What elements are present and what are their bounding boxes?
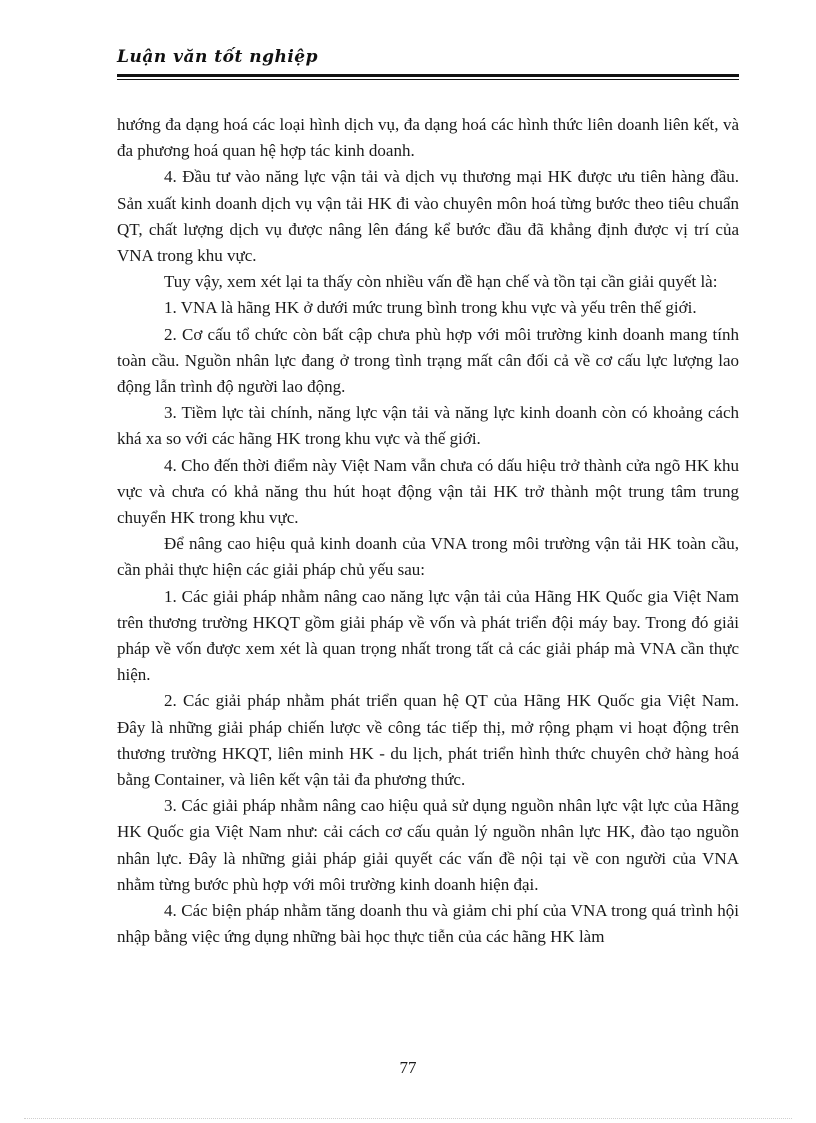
- paragraph: Tuy vậy, xem xét lại ta thấy còn nhiều vấn đề hạn chế và tồn tại cần giải quyết là:: [164, 272, 718, 292]
- paragraph: hướng đa dạng hoá các loại hình dịch vụ, đa dạng hoá các hình thức liên doanh liên kết, và đa phương hoá quan hệ hợp tác kinh doanh.: [117, 115, 739, 161]
- paragraph: Để nâng cao hiệu quả kinh doanh của VNA trong môi trường vận tải HK toàn cầu, cần phải thực hiện các giải pháp chủ yếu sau:: [117, 534, 739, 580]
- paragraph: 3. Tiềm lực tài chính, năng lực vận tải và năng lực kinh doanh còn có khoảng cách khá xa so với các hãng HK trong khu vực và thế giới.: [117, 403, 739, 449]
- paragraph: 2. Các giải pháp nhằm phát triển quan hệ QT của Hãng HK Quốc gia Việt Nam. Đây là những giải pháp chiến lược về công tác tiếp thị, mở rộng phạm vi hoạt động trên thương trường HKQT, liên minh HK - du lịch, phát triển hình thức chuyên chở hàng hoá bằng Container, và liên kết vận tải đa phương thức.: [117, 691, 739, 790]
- paragraph: 3. Các giải pháp nhằm nâng cao hiệu quả sử dụng nguồn nhân lực vật lực của Hãng HK Quốc gia Việt Nam như: cải cách cơ cấu quản lý nguồn nhân lực HK, đào tạo nguồn nhân lực. Đây là những giải pháp giải quyết các vấn đề nội tại về con người của VNA nhằm từng bước phù hợp với môi trường kinh doanh hiện đại.: [117, 796, 739, 894]
- paragraph: 4. Cho đến thời điểm này Việt Nam vẫn chưa có dấu hiệu trở thành cửa ngõ HK khu vực và chưa có khả năng thu hút hoạt động vận tải HK trở thành một trung tâm trung chuyển HK trong khu vực.: [117, 455, 739, 528]
- paragraph: 4. Đầu tư vào năng lực vận tải và dịch vụ thương mại HK được ưu tiên hàng đầu. Sản xuất kinh doanh dịch vụ vận tải HK đi vào chuyên môn hoá từng bước theo tiêu chuẩn QT, chất lượng dịch vụ được nâng lên đáng kể bước đầu đã khẳng định được vị trí của VNA trong khu vực.: [117, 167, 739, 266]
- body-text: [117, 112, 739, 951]
- page-header: [117, 46, 739, 68]
- paragraph: 4. Các biện pháp nhằm tăng doanh thu và giảm chi phí của VNA trong quá trình hội nhập bằng việc ứng dụng những bài học thực tiễn của các hãng HK làm: [117, 901, 739, 947]
- paragraph: 2. Cơ cấu tổ chức còn bất cập chưa phù hợp với môi trường kinh doanh mang tính toàn cầu. Nguồn nhân lực đang ở trong tình trạng mất cân đối cả về cơ cấu lực lượng lao động lẫn trình độ người lao động.: [117, 324, 739, 397]
- header-rule-thick: [117, 74, 739, 77]
- header-rule-thin: [117, 79, 739, 80]
- bottom-divider: [24, 1118, 792, 1119]
- paragraph: 1. Các giải pháp nhằm nâng cao năng lực vận tải của Hãng HK Quốc gia Việt Nam trên thương trường HKQT gồm giải pháp về vốn và phát triển đội máy bay. Trong đó giải pháp về vốn được xem xét là quan trọng nhất trong tất cả các giải pháp mà VNA cần thực hiện.: [117, 586, 739, 685]
- header-title: Luận văn tốt nghiệp: [117, 47, 319, 67]
- paragraph: 1. VNA là hãng HK ở dưới mức trung bình trong khu vực và yếu trên thế giới.: [164, 298, 697, 318]
- page-number: 77: [399, 1058, 417, 1077]
